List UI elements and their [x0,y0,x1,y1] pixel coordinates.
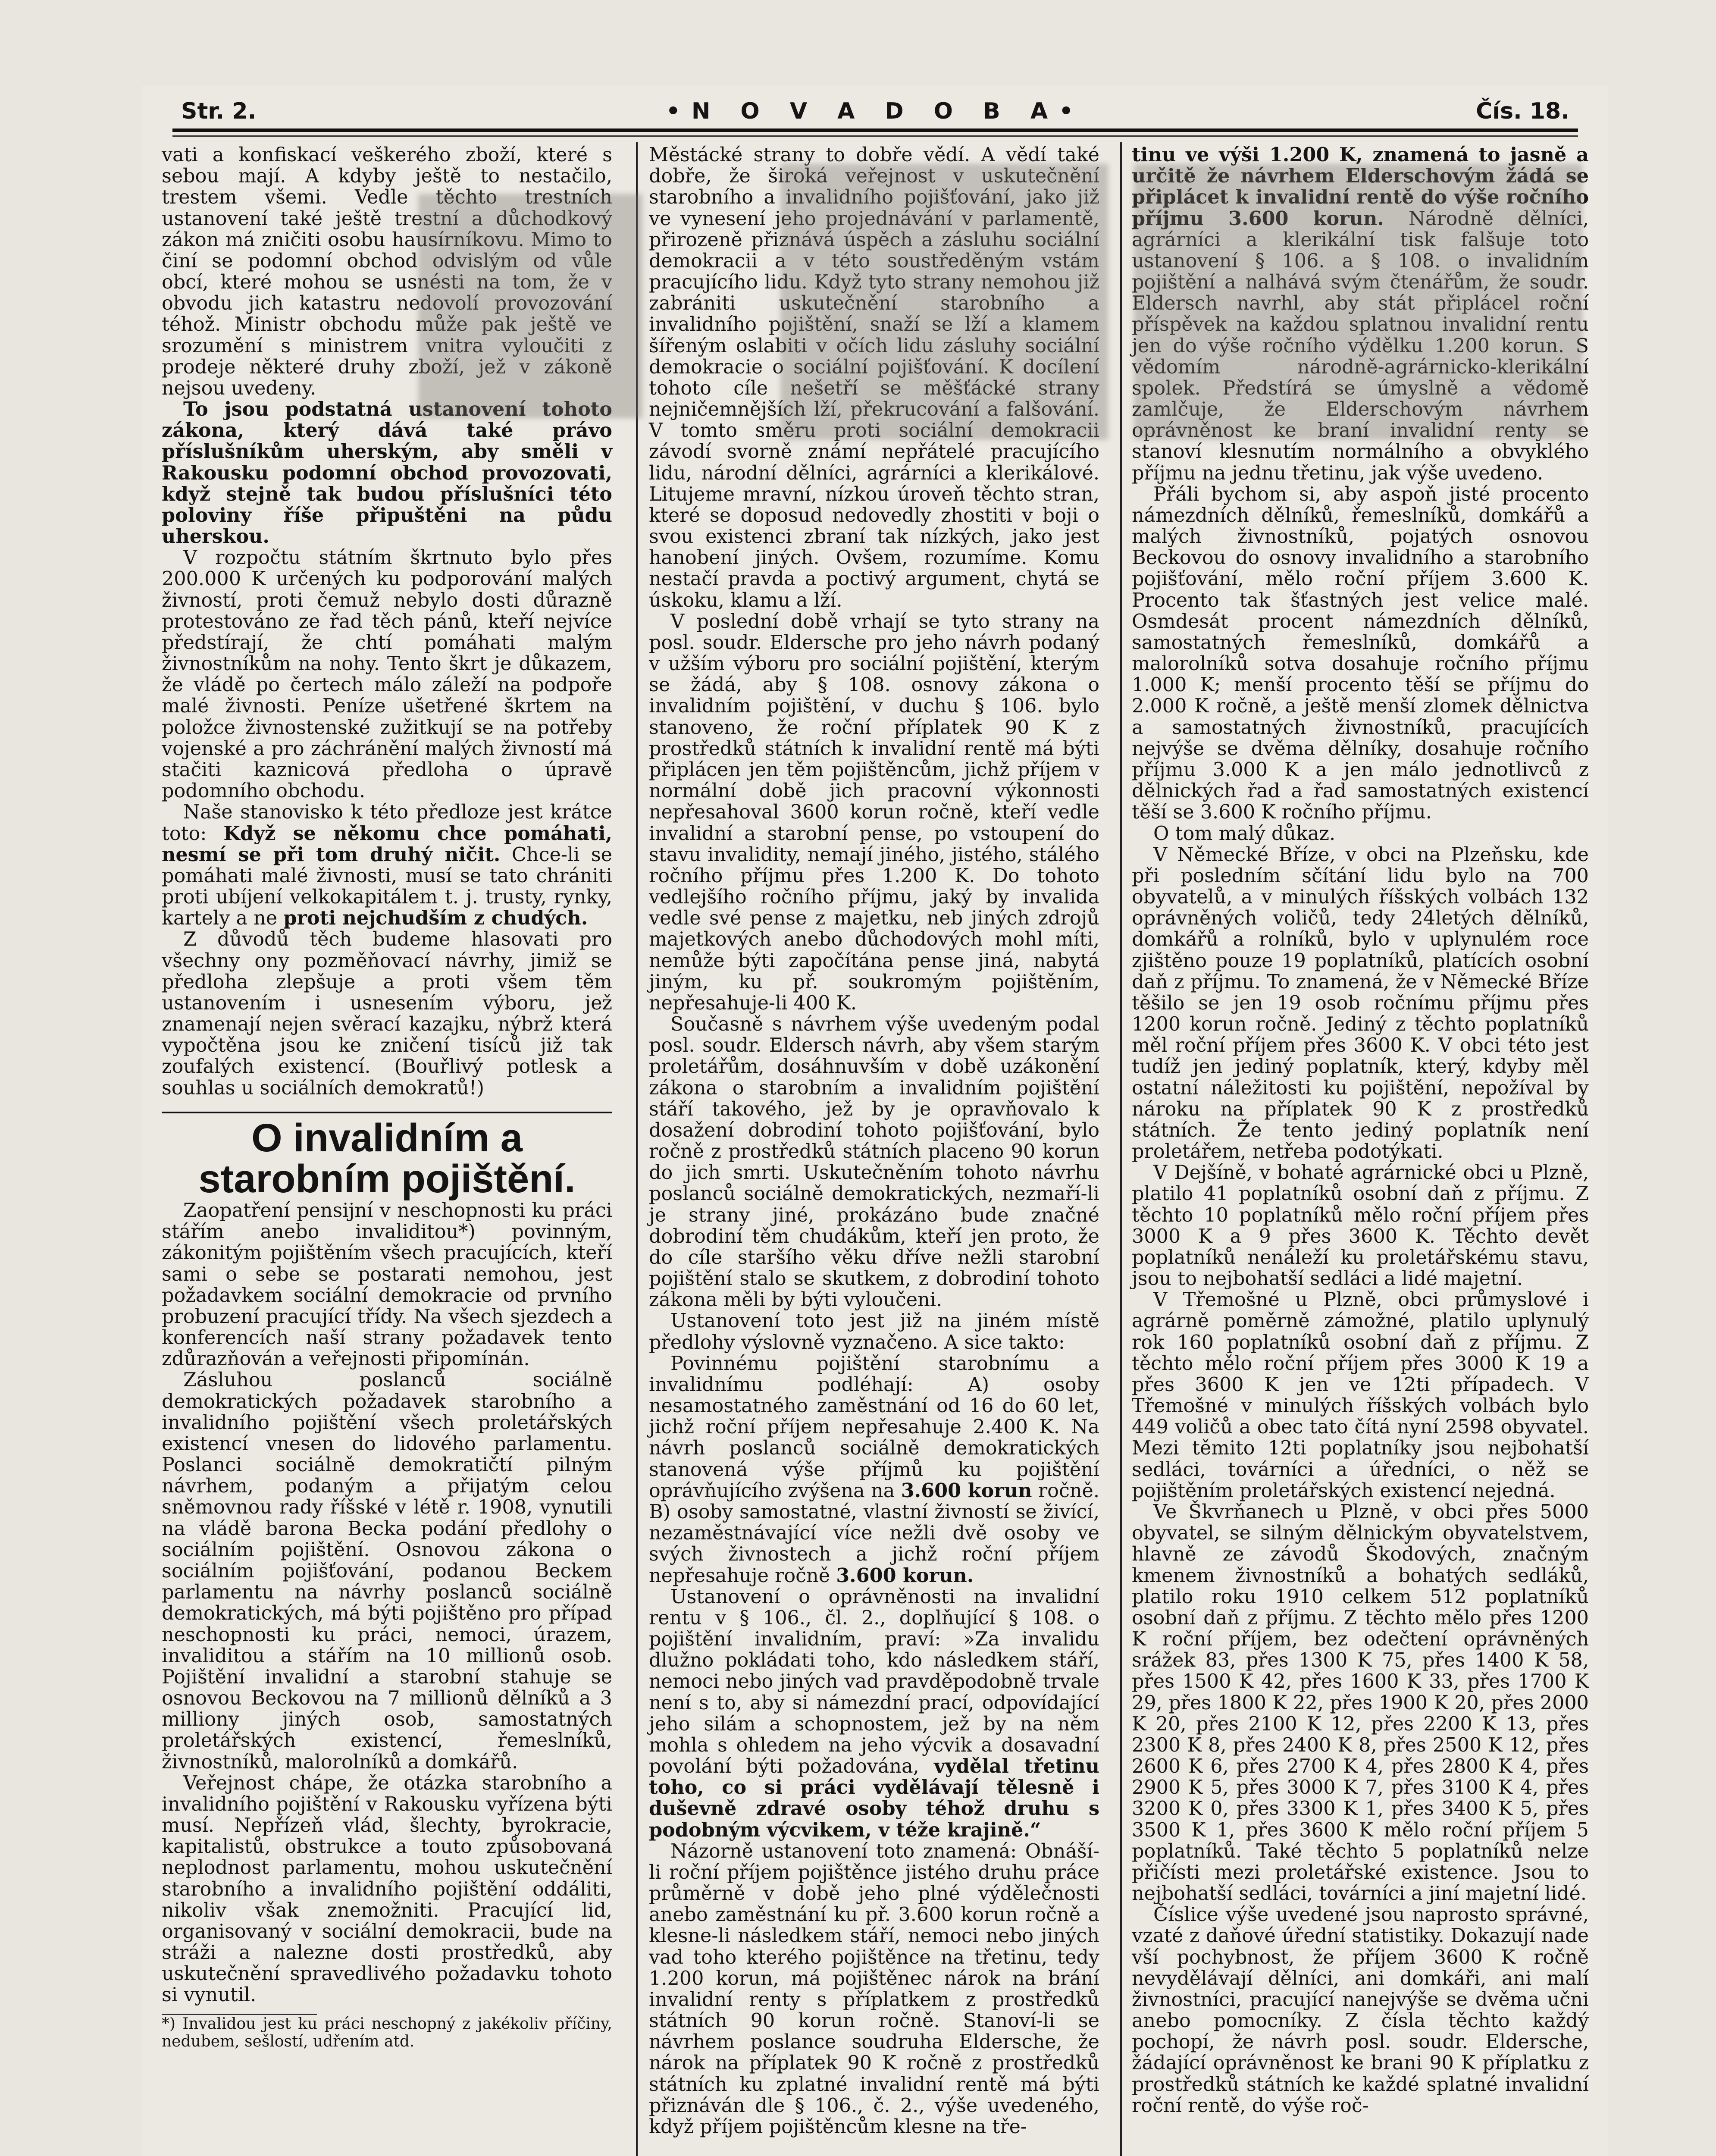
paragraph: V Dejšíně, v bohaté agrárnické obci u Plzně, platilo 41 poplatníků osobní daň z příjmu. Z těchto 10 poplatníků mělo roční příjem přes 3000 K a 9 přes 3600 K. Těchto devět poplatníků nenáleží ku proletářskému stavu, jsou to nejbohatší sedláci a lidé majetní. [1132,1162,1589,1290]
paragraph: Číslice výše uvedené jsou naprosto správné, vzaté z daňové úřední statistiky. Dokazují nade vší pochybnost, že příjem 3600 K ročně nevydělávají dělníci, ani domkáři, ani malí živnostníci, pracující nanejvýše se dvěma učni anebo pomocníky. Z čísla těchto každý pochopí, že návrh posl. soudr. Eldersche, žádající oprávněnost ke brani 90 K příplatku z prostředků státních ke každé splatné invalidní roční rentě, do výše roč- [1132,1904,1589,2117]
footnote: *) Invalidou jest ku práci neschopný z jakékoliv příčiny, nedubem, sešlostí, udřením atd. [162,2015,612,2050]
masthead-title: •N O V A D O B A• [666,98,1085,124]
paragraph [162,802,612,929]
emphasis: 3.600 korun. [836,1564,974,1587]
emphasis: proti nejchudším z chudých. [283,907,588,930]
newspaper-page [142,86,1608,2156]
text: Naše stanovisko k této předloze jest krátce toto: [162,801,612,845]
paragraph [649,1353,1099,1586]
emphasis: 3.600 korun [901,1479,1032,1502]
text: Ustanovení o oprávněnosti na invalidní rentu v § 106., čl. 2., doplňující § 108. o pojištění invalidním, praví: »Za invalidu dlužno pokládati toho, kdo následkem stáří, nemoci nebo jiných vad pravděpodobně trvale není s to, aby si námezdní prací, odpovídající jeho silám a schopnostem, jež by na něm mohla s ohledem na jeho výcvik a dosavadní povolání býti požadována, [649,1586,1099,1778]
paragraph: V rozpočtu státním škrtnuto bylo přes 200.000 K určených ku podporování malých živností, proti čemuž nebylo dosti důrazně protestováno ze řad těch pánů, kteří nejvíce předstírají, že chtí pomáhati malým živnostníkům na nohy. Tento škrt je důkazem, že vládě po čertech málo záleží na podpoře malé živnosti. Peníze ušetřené škrtem na položce živnostenské zužitkují se na potřeby vojenské a pro záchránění malých živností má stačiti kaznicová předloha o úpravě podomního obchodu. [162,547,612,802]
page-number: Str. 2. [181,98,257,124]
column-divider [636,142,638,2156]
emphasis: tinu ve výši 1.200 K, znamená to jasně a určitě že návrhem Elderschovým žádá se připlácet k invalidní rentě do výše ročního příjmu 3.600 korun. [1132,144,1589,230]
paragraph: Městácké strany to dobře vědí. A vědí také dobře, že široká veřejnost v uskutečnění starobního a invalidního pojišťování, jako již ve vynesení jeho projednávání v parlamentě, přirozeně přiznává úspěch a zásluhu sociální demokracii a v této soustředěným vstám pracujícího lidu. Když tyto strany nemohou již zabrániti uskutečnění starobního a invalidního pojištění, snaží se lží a klamem šířeným oslabiti v očích lidu zásluhy sociální demokracie o sociální pojišťování. K docílení tohoto cíle nešetří se měšťácké strany nejničemnějších lží, překrucování a falšování. V tomto směru proti sociální demokracii závodí svorně známí nepřátelé pracujícího lidu, národní dělníci, agrárníci a klerikálové. Litujeme mravní, nízkou úroveň těchto stran, které se doposud nedovedly zhostiti v boji o svou existenci zbraní tak nízkých, jako jest hanobení jiných. Ovšem, rozumíme. Komu nestačí pravda a poctivý argument, chytá se úskoku, klamu a lží. [649,144,1099,611]
column-3 [1132,144,1589,2116]
article-headline: O invalidním a starobním pojištění. [198,1116,576,1201]
paragraph: vati a konfiskací veškerého zboží, které s sebou mají. A kdyby ještě to nestačilo, trestem všemi. Vedle těchto trestních ustanovení také ještě trestní a důchodkový zákon má zničiti osobu hausírníkovu. Mimo to činí se podomní obchod odvislým od vůle obcí, které mohou se usnésti na tom, že v obvodu jich katastru nedovolí provozování téhož. Ministr obchodu může pak ještě ve srozumění s ministrem vnitra vyloučiti z prodeje některé druhy zboží, jež v zákoně nejsou uvedeny. [162,144,612,399]
paragraph-text: To jsou podstatná ustanovení tohoto zákona, který dává také právo příslušníkům uherským, aby směli v Rakousku podomní obchod provozovati, když stejně tak budou příslušníci této poloviny říše připuštěni na půdu uherskou. [162,398,612,548]
text: ročně. B) osoby samostatné, vlastní živností se živící, nezaměstnávající více nežli dvě osoby ve svých živnostech a jichž roční příjem nepřesahuje ročně [649,1479,1100,1587]
paragraph: O tom malý důkaz. [1153,822,1336,845]
paragraph: V Německé Bříze, v obci na Plzeňsku, kde při posledním sčítání lidu bylo na 700 obyvatelů, a v minulých říšských volbách 132 oprávněných voličů, tedy 24letých dělníků, domkářů a rolníků, bylo v uplynulém roce zjištěno pouze 19 poplatníků, platících osobní daň z příjmu. To znamená, že v Německé Bříze těšilo se jen 19 osob ročnímu příjmu přes 1200 korun ročně. Jediný z těchto poplatníků měl roční příjem přes 3600 K. V obci této jest tudíž jen jediný poplatník, který, kdyby měl ostatní náležitosti ku pojištění, nepožíval by nároku na příplatek 90 K z prostředků státních. Že tento jediný poplatník není proletářem, netřeba podotýkati. [1132,843,1589,1163]
paragraph: Z důvodů těch budeme hlasovati pro všechny ony pozměňovací návrhy, jimiž se předloha zlepšuje a proti všem těm ustanovením i usnesením výboru, jež znamenají nejen svěrací kazajku, nýbrž která vypočtěna jsou ke zničení tisíců již tak zoufalých existencí. (Bouřlivý potlesk a souhlas u sociálních demokratů!) [162,928,612,1099]
paragraph: Zaopatření pensijní v neschopnosti ku práci stářím anebo invaliditou*) povinným, zákonitým pojištěním všech pracujících, kteří sami o sebe se postarati nemohou, jest požadavkem sociální demokracie od prvního probuzení pracující třídy. Na všech sjezdech a konferencích naší strany požadavek tento zdůrazňován a veřejnosti připomínán. [162,1200,612,1370]
censored-region [780,164,1108,440]
text: Chce-li se pomáhati malé živnosti, musí se tato chrániti proti ubíjení velkokapitálem t. j. trusty, rynky, kartely a ne [162,843,612,930]
emphasis: Když se někomu chce pomáhati, nesmí se při tom druhý ničit. [162,822,612,866]
paragraph [162,399,612,547]
section-divider [162,1112,612,1113]
censored-region [1134,164,1582,440]
paragraph: V Třemošné u Plzně, obci průmyslové i agrárně poměrně zámožné, platilo uplynulý rok 160 poplatníků osobní daň z příjmu. Z těchto mělo roční příjem přes 3000 K 19 a přes 3600 K jen ve 12ti případech. V Třemošné v minulých říšských volbách bylo 449 voličů a obec tato čítá nyní 2598 obyvatel. Mezi těmito 12ti poplatníky jsou nejbohatší sedláci, továrníci a úředníci, o něž se pojištěním proletářských existencí nejedná. [1132,1289,1589,1502]
emphasis: vydělal třetinu toho, co si práci vydělávají tělesně i duševně zdravé osoby téhož druhu s podobným výcvikem, v téže krajině.“ [649,1755,1099,1841]
text: Povinnému pojištění starobnímu a invalidnímu podléhají: A) osoby nesamostatného zaměstnání od 16 do 60 let, jichž roční příjem nepřesahuje 2.400 K. Na návrh poslanců sociálně demokratických stanovená výše příjmů ku pojištění oprávňujícího zvýšena na [649,1352,1099,1502]
paragraph: Veřejnost chápe, že otázka starobního a invalidního pojištění v Rakousku vyřízena býti musí. Nepřízeň vlád, šlechty, byrokracie, kapitalistů, obstrukce a touto způsobovaná neplodnost parlamentu, mohou uskutečnění starobního a invalidního pojištění oddáliti, nikoliv však znemožniti. Pracující lid, organisovaný v sociální demokracii, bude na stráži a nalezne dosti prostředků, aby uskutečnění spravedlivého požadavku tohoto si vynutil. [162,1772,612,2006]
paragraph: Ustanovení toto jest již na jiném místě předlohy výslovně vyznačeno. A sice takto: [649,1310,1099,1354]
header-rule [172,128,1578,132]
column-divider [1120,142,1122,2156]
paragraph: V poslední době vrhají se tyto strany na posl. soudr. Eldersche pro jeho návrh podaný v užším výboru pro sociální pojištění, kterým se žádá, aby § 108. osnovy zákona o invalidním pojištění, v duchu § 106. bylo stanoveno, že roční příplatek 90 K z prostředků státních k invalidní rentě má býti připlácen jen těm pojištěncům, jichž příjem v normální době jich pracovní výkonnosti nepřesahoval 3600 korun ročně, kteří vedle invalidní a starobní pense, po vstoupení do stavu invalidity, nemají jiného, jistého, stálého ročního příjmu přes 1.200 K. Do tohoto vedlejšího ročního příjmu, jaký by invalida vedle své pense z majetku, neb jiných zdrojů majetkových anebo důchodových mohl míti, nemůže býti započítána pense jiná, nabytá jiným, ku př. soukromým pojištěním, nepřesahuje-li 400 K. [649,610,1099,1014]
column-2 [649,144,1099,2137]
paragraph: Ve Škvrňanech u Plzně, v obci přes 5000 obyvatel, se silným dělnickým obyvatelstvem, hlavně ze závodů Škodových, značným kmenem živnostníků a bohatých sedláků, platilo roku 1910 celkem 512 poplatníků osobní daň z příjmu. Z těchto mělo přes 1200 K roční příjem, bez odečtení oprávněných srážek 83, přes 1300 K 75, přes 1400 K 58, přes 1500 K 42, přes 1600 K 33, přes 1700 K 29, přes 1800 K 22, přes 1900 K 20, přes 2000 K 20, přes 2100 K 12, přes 2200 K 13, přes 2300 K 8, přes 2400 K 8, přes 2500 K 12, přes 2600 K 6, přes 2700 K 4, přes 2800 K 4, přes 2900 K 5, přes 3000 K 7, přes 3100 K 4, přes 3200 K 0, přes 3300 K 1, přes 3400 K 5, přes 3500 K 1, přes 3600 K mělo roční příjem 5 poplatníků. Také těchto 5 poplatníků nelze přičísti mezi proletářské existence. Jsou to nejbohatší sedláci, továrníci a jiní majetní lidé. [1132,1501,1589,1905]
paragraph: Názorně ustanovení toto znamená: Obnáší-li roční příjem pojištěnce jistého druhu práce průměrně v době jeho plné výdělečnosti anebo zaměstnání ku př. 3.600 korun ročně a klesne-li následkem stáří, nemoci nebo jiných vad toho kterého pojištěnce na třetinu, tedy 1.200 korun, má pojištěnec nárok na brání invalidní renty s příplatkem z prostředků státních 90 korun ročně. Stanoví-li se návrhem poslance soudruha Eldersche, že nárok na příplatek 90 K ročně z prostředků státních ku zplatné invalidní rentě má býti přiznáván dle § 106., č. 2., výše uvedeného, když příjem pojištěncům klesne na tře- [649,1840,1099,2138]
paragraph: Přáli bychom si, aby aspoň jisté procento námezdních dělníků, řemeslníků, domkářů a malých živnostníků, pojatých osnovou Beckovou do osnovy invalidního a starobního pojišťování, mělo roční příjem 3.600 K. Procento tak šťastných jest velice malé. Osmdesát procent námezdních dělníků, samostatných řemeslníků, domkářů a malorolníků sotva dosahuje ročního příjmu 1.000 K; menší procento těší se příjmu do 2.000 K ročně, a ještě menší zlomek dělnictva a samostatných živnostníků, pracujících nejvýše se dvěma dělníky, dosahuje ročního příjmu 3.000 K a jen málo jednotlivců z dělnických řad a řad samostatných existencí těší se 3.600 K ročního příjmu. [1132,483,1589,824]
issue-number: Čís. 18. [1476,98,1569,124]
header-rule-thin [172,135,1578,137]
paragraph [649,1586,1099,1841]
paragraph: Současně s návrhem výše uvedeným podal posl. soudr. Eldersch návrh, aby všem starým proletářům, dosáhnuvším v době uzákonění zákona o starobním a invalidním pojištění stáří takového, jež by je opravňovalo k dosažení dobrodiní tohoto pojišťování, bylo ročně z prostředků státních placeno 90 korun do jich smrti. Uskutečněním tohoto návrhu poslanců sociálně demokratických, nezmaří-li je strany jiné, prokázáno bude značné dobrodiní těm chudákům, kteří jen proto, že do cíle staršího věku dříve nežli starobní pojištění stalo se skutkem, z dobrodiní tohoto zákona měli by býti vyloučeni. [649,1013,1099,1311]
censored-region [418,194,642,418]
text: Národně dělníci, agrárníci a klerikální tisk falšuje toto ustanovení § 106. a § 108. o invalidním pojištění a nalhává svým čtenářům, že soudr. Eldersch navrhl, aby stát připlácel roční příspěvek na každou splatnou invalidní rentu jen do výše ročního výdělku 1.200 korun. S vědomím národně-agrárnicko-klerikální spolek. Předstírá se úmyslně a vědomě zamlčuje, že Elderschovým návrhem oprávněnost ke braní invalidní renty se stanoví klesnutím normálního a obvyklého příjmu na jednu třetinu, jak výše uvedeno. [1132,207,1589,484]
paragraph: Zásluhou poslanců sociálně demokratických požadavek starobního a invalidního pojištění všech proletářských existencí vnesen do lidového parlamentu. Poslanci sociálně demokratičtí pilným návrhem, podaným a přijatým celou sněmovnou rady říšské v létě r. 1908, vynutili na vládě barona Becka podání předlohy o sociálním pojištění. Osnovou zákona o sociálním pojišťování, podanou Beckem parlamentu na návrhy poslanců sociálně demokratických, má býti pojištěno pro případ neschopnosti ku práci, nemoci, úrazem, invaliditou a stářím na 10 millionů osob. Pojištění invalidní a starobní stahuje se osnovou Beckovou na 7 millionů dělníků a 3 milliony jiných osob, samostatných proletářských existencí, řemeslníků, živnostníků, malorolníků a domkářů. [162,1369,612,1773]
column-1 [162,144,612,2050]
